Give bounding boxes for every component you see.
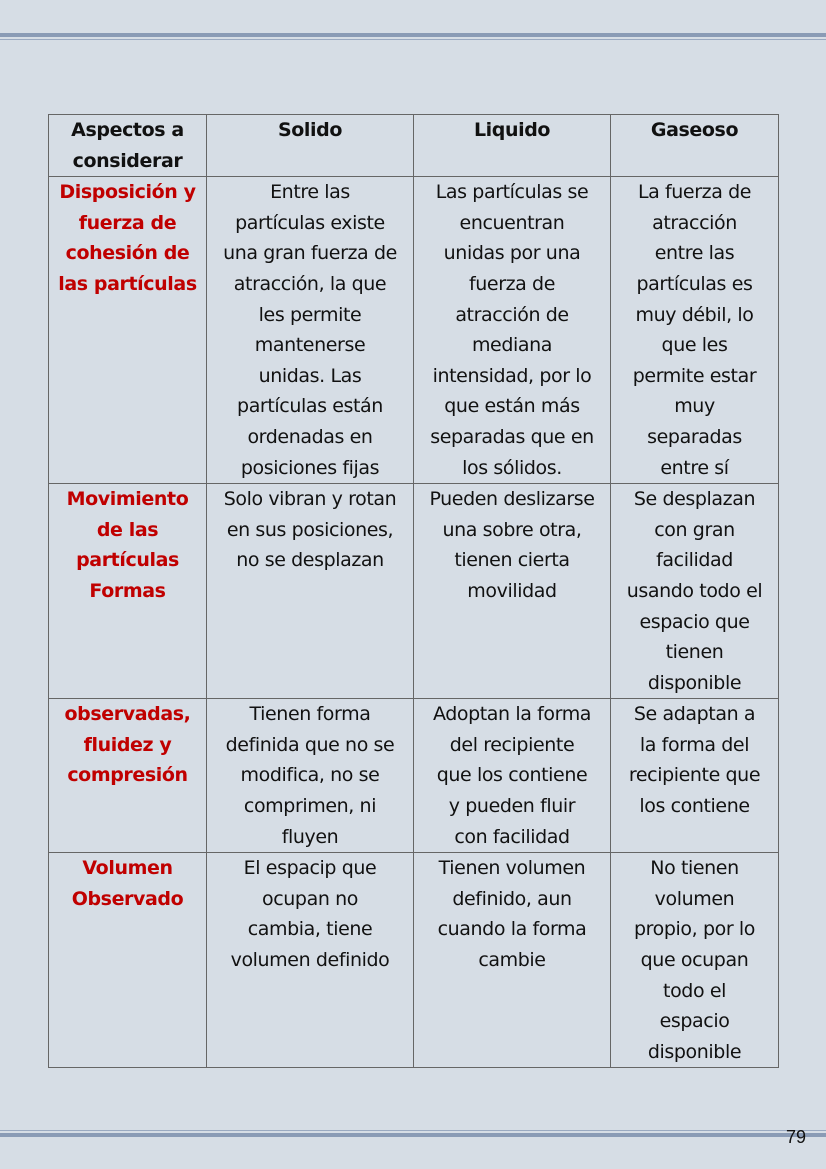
solido-cell: Solo vibran y rotan en sus posiciones, no se desplazan xyxy=(207,484,414,699)
header-rule-thin xyxy=(0,39,826,40)
header-liquido: Liquido xyxy=(414,115,611,177)
table-header-row xyxy=(49,115,779,177)
gaseoso-cell: No tienen volumen propio, por lo que ocupan todo el espacio disponible xyxy=(611,853,779,1068)
liquido-cell: Tienen volumen definido, aun cuando la forma cambie xyxy=(414,853,611,1068)
aspect-cell: observadas, fluidez y compresión xyxy=(49,699,207,853)
gaseoso-cell: Se adaptan a la forma del recipiente que los contiene xyxy=(611,699,779,853)
header-aspectos: Aspectos a considerar xyxy=(49,115,207,177)
liquido-cell: Pueden deslizarse una sobre otra, tienen cierta movilidad xyxy=(414,484,611,699)
header-gaseoso: Gaseoso xyxy=(611,115,779,177)
footer-rule-thin xyxy=(0,1130,826,1131)
liquido-cell: Adoptan la forma del recipiente que los contiene y pueden fluir con facilidad xyxy=(414,699,611,853)
solido-cell: El espacip que ocupan no cambia, tiene volumen definido xyxy=(207,853,414,1068)
liquido-cell: Las partículas se encuentran unidas por una fuerza de atracción de mediana intensidad, por lo que están más separadas que en los sólidos. xyxy=(414,177,611,484)
header-solido: Solido xyxy=(207,115,414,177)
solido-cell: Tienen forma definida que no se modifica, no se comprimen, ni fluyen xyxy=(207,699,414,853)
states-of-matter-table xyxy=(48,114,779,1068)
gaseoso-cell: Se desplazan con gran facilidad usando todo el espacio que tienen disponible xyxy=(611,484,779,699)
aspect-cell: Movimiento de las partículas Formas xyxy=(49,484,207,699)
table-row xyxy=(49,699,779,853)
aspect-cell: Disposición y fuerza de cohesión de las partículas xyxy=(49,177,207,484)
table-row xyxy=(49,853,779,1068)
aspect-cell: Volumen Observado xyxy=(49,853,207,1068)
page-number: 79 xyxy=(785,1127,806,1147)
table-row xyxy=(49,484,779,699)
header-rule xyxy=(0,33,826,37)
solido-cell: Entre las partículas existe una gran fuerza de atracción, la que les permite mantenerse unidas. Las partículas están ordenadas en posiciones fijas xyxy=(207,177,414,484)
footer-rule xyxy=(0,1133,826,1137)
gaseoso-cell: La fuerza de atracción entre las partículas es muy débil, lo que les permite estar muy separadas entre sí xyxy=(611,177,779,484)
table-row xyxy=(49,177,779,484)
